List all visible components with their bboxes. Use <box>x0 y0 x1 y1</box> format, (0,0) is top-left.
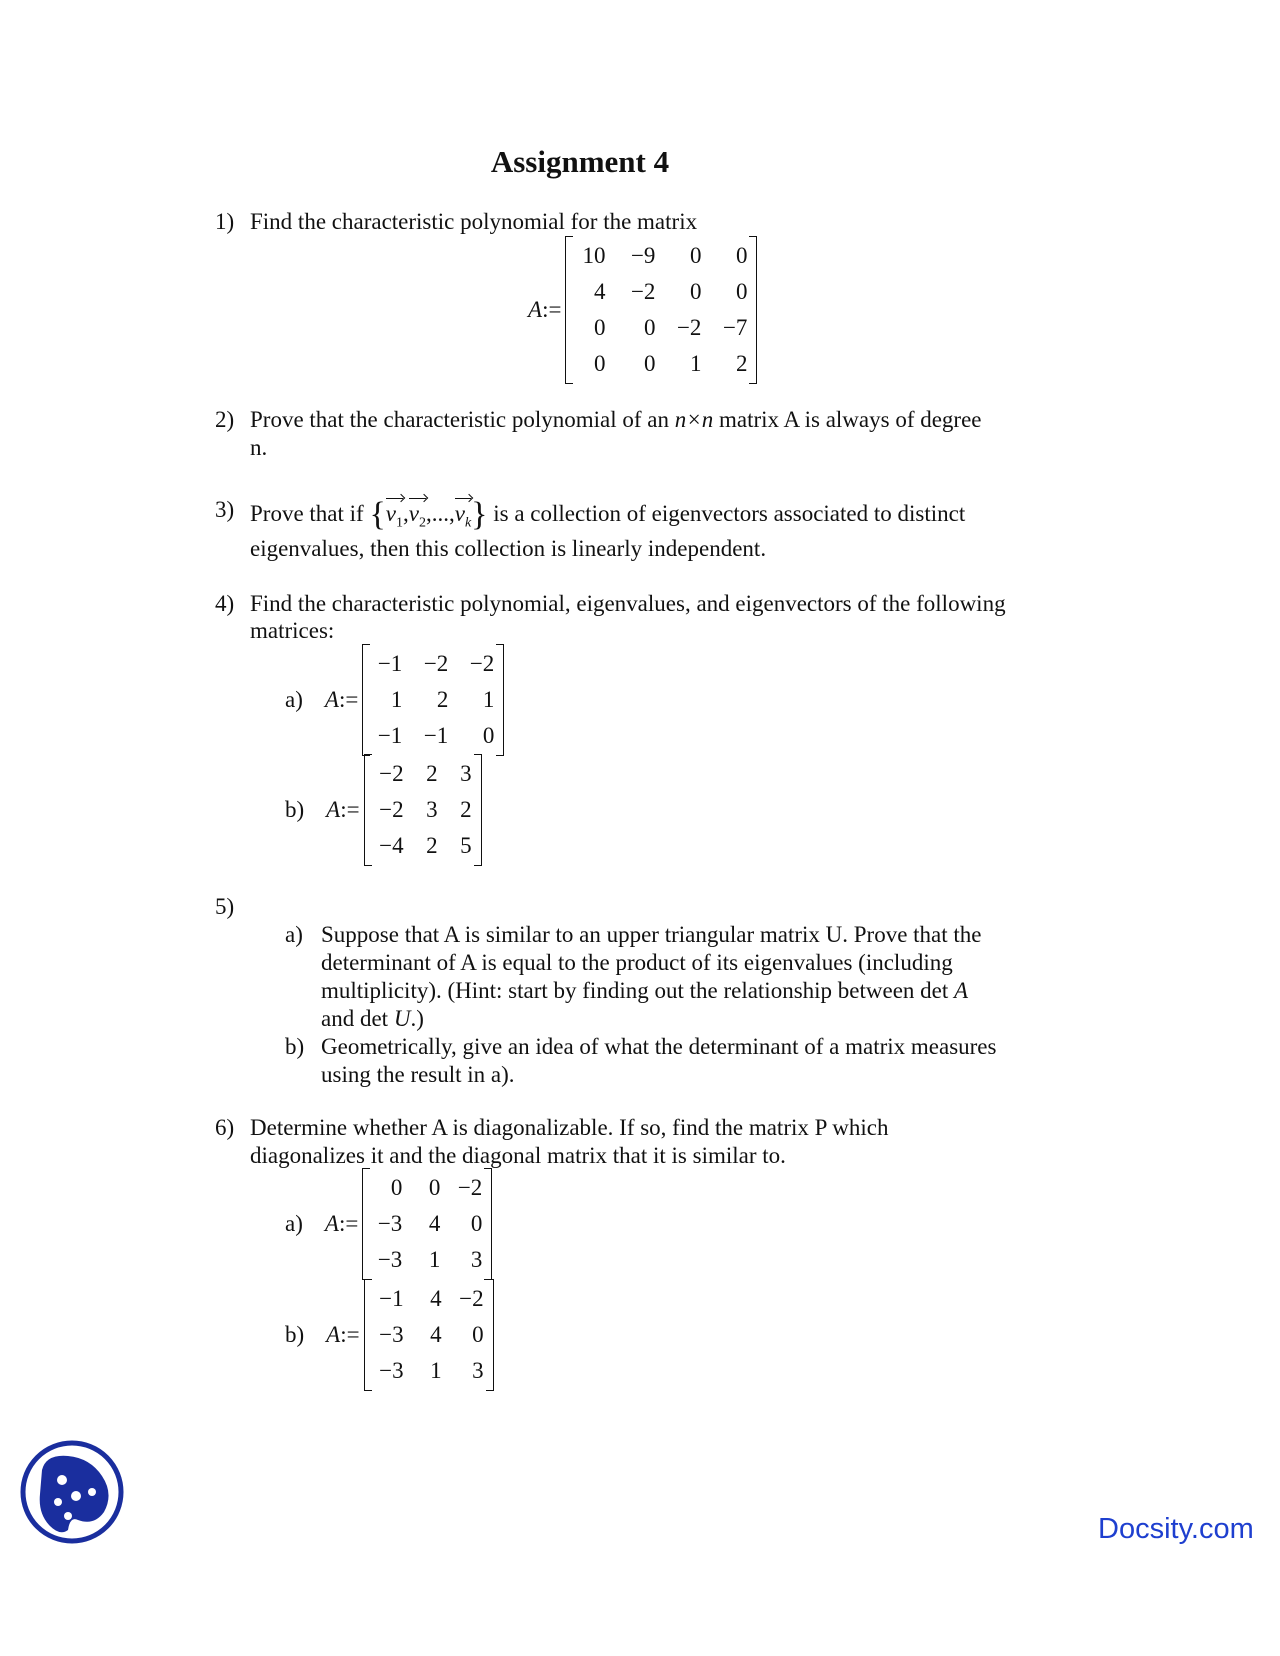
page-title: Assignment 4 <box>490 144 670 179</box>
matrix-cell-r2-c1: 1 <box>390 687 403 712</box>
matrix-cell-r1-c3: 0 <box>689 243 702 268</box>
matrix-cell-r3-c1: −3 <box>377 1247 403 1272</box>
matrix-cell-r3-c3: 3 <box>470 1247 483 1272</box>
matrix-cell-r3-c3: 0 <box>482 723 495 748</box>
question-5a-line-3: multiplicity). (Hint: start by finding out the relationship between det A <box>321 978 969 1003</box>
question-6-line-1: Determine whether A is diagonalizable. If so, find the matrix P which <box>250 1115 889 1140</box>
question-6a-matrix <box>362 1168 492 1280</box>
matrix-cell-r1-c1: 0 <box>390 1175 403 1200</box>
matrix-cell-r3-c3: −2 <box>676 315 702 340</box>
matrix-cell-r2-c1: 4 <box>593 279 606 304</box>
matrix-cell-r1-c3: −2 <box>459 1286 484 1311</box>
nxn-expression: n×n <box>674 407 714 432</box>
matrix-cell-r1-c3: −2 <box>469 651 495 676</box>
question-6b-matrix <box>364 1279 494 1391</box>
question-4b-matrix <box>364 754 482 866</box>
question-4a-matrix-block: a) A:= −1 −2 −2 1 2 1 −1 −1 0 <box>285 644 504 756</box>
vector-v1: $v_1$ <box>386 496 403 538</box>
matrix-cell-r3-c1: −4 <box>379 833 404 858</box>
matrix-cell-r2-c1: −3 <box>379 1322 404 1347</box>
matrix-cell-r2-c2: 3 <box>426 797 438 822</box>
matrix-cell-r1-c2: −2 <box>423 651 449 676</box>
question-4b-matrix-block: b) A:= −2 2 3 −2 3 2 −4 2 5 <box>285 754 482 866</box>
question-6a-matrix-block: a) A:= 0 0 −2 −3 4 0 −3 1 3 <box>285 1168 492 1280</box>
question-6b-matrix-block: b) A:= −1 4 −2 −3 4 0 −3 1 3 <box>285 1279 494 1391</box>
question-4a-label: a) <box>285 687 303 712</box>
matrix-cell-r1-c1: −1 <box>377 651 403 676</box>
matrix-cell-r2-c1: −2 <box>379 797 404 822</box>
question-6-number: 6) <box>215 1115 235 1140</box>
question-1-matrix-block <box>528 236 757 384</box>
matrix-cell-r3-c3: 5 <box>460 833 472 858</box>
question-5a-line-4: and det U.) <box>321 1006 424 1031</box>
matrix-cell-r3-c4: −7 <box>722 315 748 340</box>
question-5a-label: a) <box>285 922 303 947</box>
question-6a-label: a) <box>285 1211 303 1236</box>
matrix-cell-r2-c3: 0 <box>689 279 702 304</box>
question-4a-matrix <box>362 644 504 756</box>
matrix-cell-r1-c2: 4 <box>430 1286 442 1311</box>
matrix-cell-r2-c1: −3 <box>377 1211 403 1236</box>
question-5b-line-2: using the result in a). <box>321 1062 515 1087</box>
matrix-cell-r1-c1: 10 <box>582 243 606 268</box>
matrix-cell-r3-c2: 2 <box>426 833 438 858</box>
matrix-cell-r1-c2: 0 <box>428 1175 441 1200</box>
matrix-cell-r2-c3: 0 <box>470 1211 483 1236</box>
matrix-cell-r1-c4: 0 <box>735 243 748 268</box>
question-4-line-2: matrices: <box>250 618 335 643</box>
matrix-cell-r2-c3: 0 <box>472 1322 484 1347</box>
matrix-cell-r4-c3: 1 <box>689 351 702 376</box>
question-4b-label: b) <box>285 797 305 822</box>
matrix-cell-r2-c4: 0 <box>735 279 748 304</box>
matrix-cell-r1-c3: 3 <box>460 761 472 786</box>
question-3-number: 3) <box>215 497 235 522</box>
docsity-brand-link[interactable]: Docsity.com <box>1098 1513 1254 1545</box>
question-1-matrix <box>565 236 757 384</box>
question-4-number: 4) <box>215 591 235 616</box>
vector-v2: $v_2$ <box>409 496 426 538</box>
docsity-logo-icon[interactable] <box>20 1440 124 1544</box>
matrix-cell-r1-c1: −2 <box>379 761 404 786</box>
matrix-cell-r3-c3: 3 <box>472 1358 484 1383</box>
matrix-cell-r2-c2: 2 <box>436 687 449 712</box>
question-6-line-2: diagonalizes it and the diagonal matrix that it is similar to. <box>250 1143 786 1168</box>
matrix-cell-r1-c3: −2 <box>457 1175 483 1200</box>
matrix-cell-r2-c3: 1 <box>482 687 495 712</box>
question-5b-line-1: Geometrically, give an idea of what the determinant of a matrix measures <box>321 1034 997 1059</box>
matrix-cell-r3-c1: 0 <box>593 315 606 340</box>
matrix-cell-r4-c1: 0 <box>593 351 606 376</box>
question-5a-line-2: determinant of A is equal to the product of its eigenvalues (including <box>321 950 953 975</box>
left-brace: { <box>369 496 386 533</box>
matrix-cell-r2-c3: 2 <box>460 797 472 822</box>
right-brace: } <box>471 496 488 533</box>
matrix-cell-r3-c1: −3 <box>379 1358 404 1383</box>
matrix-cell-r1-c1: −1 <box>379 1286 404 1311</box>
question-6b-label: b) <box>285 1322 305 1347</box>
question-2-line-2: n. <box>250 435 268 460</box>
question-2-line-1: Prove that the characteristic polynomial of an n×n matrix A is always of degree <box>250 407 982 432</box>
question-1-text: Find the characteristic polynomial for the matrix <box>250 209 698 234</box>
matrix-cell-r1-c2: 2 <box>426 761 438 786</box>
question-5-number: 5) <box>215 894 235 919</box>
matrix-label: A:= <box>528 297 562 322</box>
question-5a-line-1: Suppose that A is similar to an upper triangular matrix U. Prove that the <box>321 922 982 947</box>
matrix-cell-r2-c2: 4 <box>428 1211 441 1236</box>
question-4-line-1: Find the characteristic polynomial, eigenvalues, and eigenvectors of the following <box>250 591 1006 616</box>
vector-vk: $v_k$ <box>455 496 471 538</box>
matrix-cell-r3-c2: −1 <box>423 723 449 748</box>
matrix-cell-r3-c2: 0 <box>643 315 656 340</box>
matrix-cell-r4-c4: 2 <box>735 351 748 376</box>
question-2-number: 2) <box>215 407 235 432</box>
matrix-cell-r3-c1: −1 <box>377 723 403 748</box>
matrix-cell-r2-c2: −2 <box>630 279 656 304</box>
matrix-cell-r4-c2: 0 <box>643 351 656 376</box>
matrix-cell-r1-c2: −9 <box>630 243 656 268</box>
matrix-cell-r3-c2: 1 <box>430 1358 442 1383</box>
question-1-number: 1) <box>215 209 235 234</box>
question-3-line-2: eigenvalues, then this collection is linearly independent. <box>250 536 767 561</box>
matrix-cell-r2-c2: 4 <box>430 1322 442 1347</box>
question-3-line-1: Prove that if $\{v_1,v_2,...,v_k\}$ is a collection of eigenvectors associated to distinct <box>250 496 965 538</box>
matrix-cell-r3-c2: 1 <box>428 1247 441 1272</box>
question-5b-label: b) <box>285 1034 305 1059</box>
